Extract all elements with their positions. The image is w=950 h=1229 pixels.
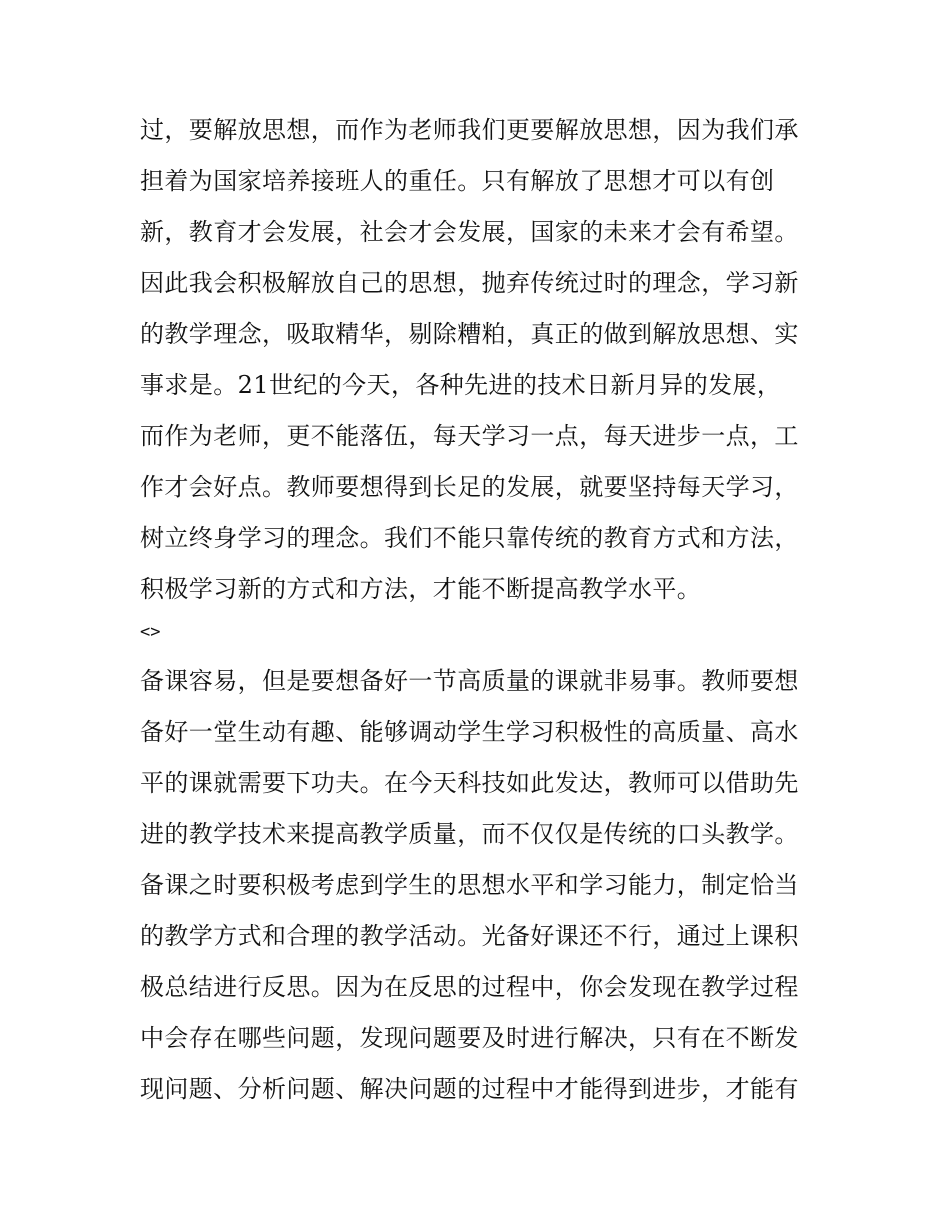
text-line: 进的教学技术来提高教学质量，而不仅仅是传统的口头教学。: [140, 820, 799, 848]
text-line: 过，要解放思想，而作为老师我们更要解放思想，因为我们承: [140, 116, 799, 144]
text-line: 备好一堂生动有趣、能够调动学生学习积极性的高质量、高水: [140, 718, 799, 746]
text-line: 备课之时要积极考虑到学生的思想水平和学习能力，制定恰当: [140, 871, 799, 899]
text-line: 中会存在哪些问题，发现问题要及时进行解决，只有在不断发: [140, 1024, 799, 1052]
text-line: 的教学方式和合理的教学活动。光备好课还不行，通过上课积: [140, 922, 799, 950]
text-line: 的教学理念，吸取精华，剔除糟粕，真正的做到解放思想、实: [140, 320, 799, 348]
text-line: 新，教育才会发展，社会才会发展，国家的未来才会有希望。: [140, 218, 799, 246]
text-line: 平的课就需要下功夫。在今天科技如此发达，教师可以借助先: [140, 769, 799, 797]
section-marker: <>: [140, 622, 161, 642]
text-line: 积极学习新的方式和方法，才能不断提高教学水平。: [140, 575, 702, 603]
text-line: 极总结进行反思。因为在反思的过程中，你会发现在教学过程: [140, 973, 799, 1001]
text-line: 担着为国家培养接班人的重任。只有解放了思想才可以有创: [140, 167, 775, 195]
text-line: 树立终身学习的理念。我们不能只靠传统的教育方式和方法，: [140, 524, 799, 552]
text-line: 作才会好点。教师要想得到长足的发展，就要坚持每天学习，: [140, 473, 799, 501]
text-line: 备课容易，但是要想备好一节高质量的课就非易事。教师要想: [140, 667, 799, 695]
text-line: 而作为老师，更不能落伍，每天学习一点，每天进步一点，工: [140, 422, 799, 450]
text-line: 事求是。21世纪的今天，各种先进的技术日新月异的发展，: [140, 371, 782, 399]
text-line: 现问题、分析问题、解决问题的过程中才能得到进步，才能有: [140, 1075, 799, 1103]
text-line: 因此我会积极解放自己的思想，抛弃传统过时的理念，学习新: [140, 269, 799, 297]
